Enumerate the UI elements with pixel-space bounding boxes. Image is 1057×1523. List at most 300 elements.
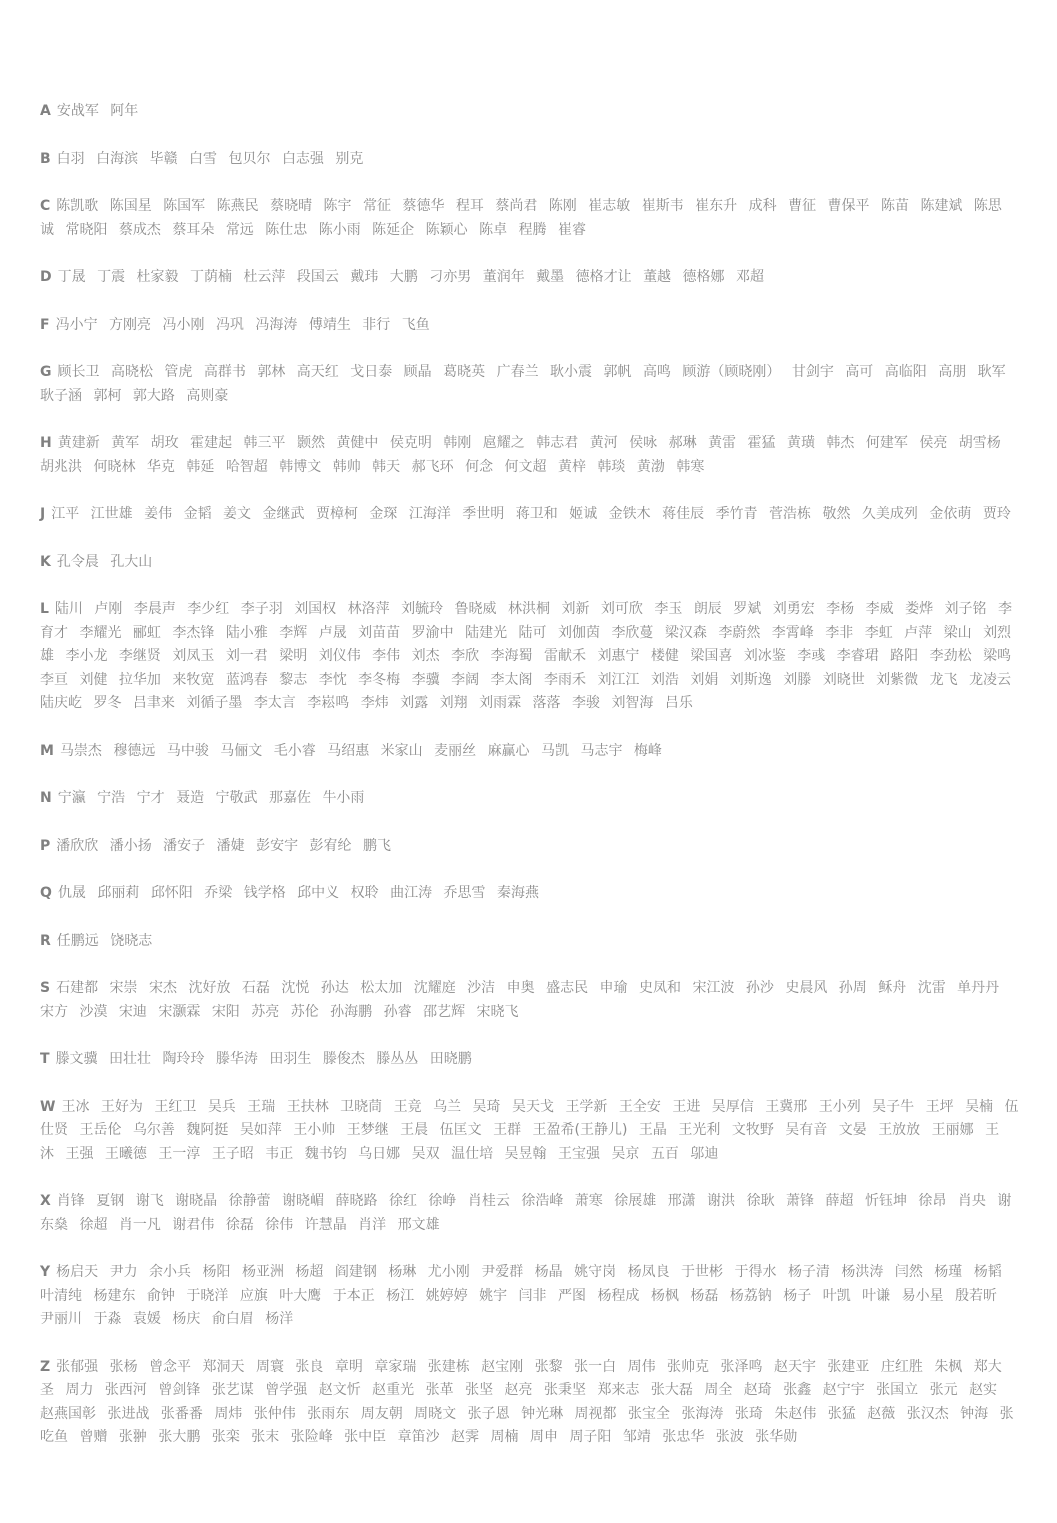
group-letter: R [40,932,51,949]
director-name: 权聆 [350,885,379,901]
director-name: 杨瑾 [934,1264,963,1280]
director-name: 陆川 [54,601,83,617]
group-letter: M [40,742,54,759]
director-name: 李骏 [571,695,600,711]
director-name: 宋杰 [149,980,177,996]
director-name: 顾晶 [403,364,432,380]
director-name: 孙睿 [383,1003,412,1020]
director-name: 曾剑锋 [158,1382,201,1398]
director-name: 李欣蔓 [611,624,654,641]
director-name: 张进战 [107,1405,150,1422]
director-name: 张帅克 [667,1358,710,1375]
director-name: 杨洋 [265,1311,294,1327]
director-name: 马崇杰 [59,742,102,759]
director-name: 朱赵伟 [774,1405,817,1422]
director-name: 落落 [532,695,561,711]
director-name: 王冀邢 [765,1098,808,1115]
director-name: 韩博文 [279,458,322,475]
director-name: 徐超 [79,1216,108,1233]
letter-group-d [40,266,1020,290]
director-name: 叶凯 [822,1287,851,1304]
director-name: 鹏飞 [362,837,391,854]
director-name: 杨江 [386,1287,415,1304]
director-name: 于晓洋 [186,1287,229,1304]
director-name: 刘娟 [690,671,719,688]
director-name: 杨晶 [534,1264,563,1280]
director-name: 江平 [51,506,80,522]
director-name: 戈日泰 [350,364,393,380]
director-name: 雷献禾 [543,648,586,664]
director-name: 郑洞天 [202,1358,245,1375]
director-name: 刘毓玲 [401,601,444,617]
director-name: 单丹丹 [957,980,1000,996]
director-name: 侯咏 [629,435,658,451]
director-name: 鲁晓威 [454,601,497,617]
director-name: 宁瀛 [57,790,86,806]
director-name: 刘循子墨 [186,695,243,711]
director-name: 郭帆 [603,364,632,380]
director-name: 王冰 [61,1098,90,1115]
director-name: 张雨东 [307,1405,350,1422]
director-name: 李杰锋 [172,624,215,641]
director-name: 张海涛 [681,1405,724,1422]
director-name: 姚婷婷 [425,1287,468,1304]
director-name: 忻钰坤 [864,1193,907,1209]
director-name: 何念 [465,458,494,475]
director-name: 潘小扬 [109,837,152,854]
director-name: 王梦继 [346,1122,389,1138]
director-name: 路阳 [890,648,919,664]
director-name: 徐展雄 [614,1193,657,1209]
director-name: 孙海鹏 [330,1003,373,1020]
director-name: 张良 [295,1358,324,1375]
director-name: 卢晟 [318,624,347,641]
director-name: 尹爱群 [481,1264,524,1280]
director-name: 刘江江 [597,671,640,688]
director-name: 李少红 [187,601,230,617]
director-name: 韩志君 [536,435,579,451]
director-name: 陆庆屹 [40,695,82,711]
director-name: 刘杰 [411,648,440,664]
letter-group-c [40,195,1020,242]
director-name: 刘烈雄 [40,624,1012,664]
director-name: 王盈希(王静儿) [532,1122,628,1138]
director-name: 耿小震 [550,364,593,380]
director-name: 刘紫微 [876,671,919,688]
letter-group-r [40,930,1020,954]
director-name: 吴琦 [472,1098,501,1115]
director-name: 苏伦 [290,1003,319,1020]
director-name: 韩杰 [826,435,855,451]
director-name: 赵天宇 [773,1358,816,1375]
director-name: 章笛沙 [397,1429,440,1445]
director-name: 高群书 [203,364,246,380]
director-name: 霍猛 [747,435,776,451]
director-name: 滕华涛 [215,1051,258,1067]
director-name: 马俪文 [220,742,263,759]
director-name: 徐浩峰 [521,1193,564,1209]
director-name: 黄璜 [786,435,815,451]
director-name: 王丽娜 [931,1122,974,1138]
director-name: 王晨 [400,1122,429,1138]
director-name: 阿年 [110,103,139,119]
director-name: 申奥 [506,980,535,996]
director-name: 蒋佳辰 [662,506,705,522]
director-name: 杨庆 [172,1311,201,1327]
director-name: 常远 [225,221,254,238]
director-name: 张杨 [109,1358,138,1375]
letter-group-p [40,835,1020,859]
director-name: 杨子 [783,1287,812,1304]
director-name: 那嘉佐 [268,790,311,806]
director-name: 刘露 [400,695,429,711]
director-name: 谢晓嵋 [282,1193,325,1209]
director-name: 张番番 [160,1405,203,1422]
director-name: 王学新 [565,1098,608,1115]
director-name: 王放放 [878,1122,921,1138]
director-name: 易小星 [901,1287,944,1304]
director-name: 郝琳 [668,435,697,451]
group-letter: Y [40,1264,51,1280]
director-name: 张琦 [734,1405,763,1422]
director-name: 余小兵 [149,1264,192,1280]
director-name: 杜家毅 [136,269,179,285]
director-name: 乔梁 [204,885,233,901]
director-name: 史晨风 [785,980,828,996]
director-name: 丁荫楠 [189,269,232,285]
director-name: 穆德远 [113,742,156,759]
director-name: 宁浩 [97,790,126,806]
director-name: 徐磊 [225,1216,254,1233]
director-name: 潘安子 [163,837,206,854]
director-name: 顾长卫 [57,364,100,380]
director-name: 哈智超 [225,458,268,475]
letter-group-h [40,432,1020,479]
director-name: 萧寒 [574,1193,603,1209]
director-name: 邓超 [735,269,764,285]
director-name: 张黎 [534,1358,563,1375]
director-name: 田羽生 [269,1051,312,1067]
director-name: 马志宇 [580,742,623,759]
director-name: 陈宇 [323,198,352,214]
director-name: 叶清纯 [40,1287,82,1304]
director-name: 拉华加 [118,671,161,688]
director-name: 李小龙 [65,648,108,664]
director-name: 李海蜀 [490,648,533,664]
director-name: 崔志敏 [588,198,631,214]
director-name: 刘凤玉 [172,648,215,664]
director-name: 韩三平 [243,435,286,451]
director-name: 田晓鹏 [429,1051,472,1067]
director-name: 肖一凡 [118,1216,161,1233]
director-name: 章家瑞 [374,1358,417,1375]
director-name: 谢东燊 [40,1193,1012,1233]
director-name: 龙飞 [929,671,958,688]
director-name: 德格才让 [575,269,632,285]
director-name: 蔡尚君 [495,198,538,214]
director-name: 杨子清 [787,1264,830,1280]
director-name: 苏亮 [251,1003,280,1020]
director-name: 黄健中 [336,435,379,451]
director-name: 李杨 [826,601,855,617]
director-name: 李欣 [451,648,480,664]
director-name: 金琛 [369,506,398,522]
director-name: 霍建起 [190,435,233,451]
director-name: 宋灏霖 [158,1003,201,1020]
director-name: 夏钢 [96,1193,125,1209]
director-name: 姬诚 [569,506,598,522]
director-name: 程腾 [518,221,547,238]
director-name: 刘翔 [439,695,468,711]
director-name: 梁明 [279,648,308,664]
director-name: 黄军 [111,435,140,451]
director-name: 刘斯逸 [729,671,772,688]
director-name: 季世明 [462,506,505,522]
director-name: 彭宥纶 [309,837,352,854]
director-name: 韩天 [372,458,401,475]
group-letter: G [40,364,52,380]
director-name: 马中骏 [166,742,209,759]
director-name: 王进 [672,1098,701,1115]
director-name: 史凤和 [638,980,681,996]
director-name: 邢文雄 [397,1216,440,1233]
director-name: 肖锋 [56,1193,85,1209]
director-name: 韩琰 [597,458,626,475]
director-name: 周寰 [255,1358,284,1375]
director-name: 郑大圣 [40,1358,1002,1398]
director-name: 严图 [557,1287,586,1304]
director-name: 宋江波 [692,980,735,996]
director-name: 李太阁 [490,671,533,688]
director-name: 张郁强 [56,1358,99,1375]
director-name: 黄建新 [57,435,100,451]
director-name: 崔东升 [695,198,738,214]
director-index [40,100,1020,1474]
director-name: 曲江涛 [390,885,433,901]
director-name: 李虹 [864,624,893,641]
director-name: 王瑞 [247,1098,276,1115]
director-name: 张元 [929,1382,958,1398]
director-name: 乌尔善 [132,1122,175,1138]
director-name: 李冬梅 [358,671,401,688]
director-name: 贾玲 [982,506,1011,522]
director-name: 龙凌云 [969,671,1012,688]
director-name: 江世雄 [90,506,133,522]
director-name: 张华勋 [755,1429,798,1445]
director-name: 贾樟柯 [315,506,358,522]
director-name: 谢洪 [707,1193,736,1209]
group-letter: Z [40,1358,51,1375]
director-name: 周炜 [214,1405,243,1422]
director-name: 潘婕 [216,837,245,854]
director-name: 周伟 [627,1358,656,1375]
director-name: 陈颖心 [425,221,468,238]
director-name: 丁震 [97,269,126,285]
director-name: 林洪桐 [508,601,550,617]
director-name: 李辉 [279,624,308,641]
director-name: 戴墨 [536,269,565,285]
director-name: 韩寒 [676,458,705,475]
director-name: 蒋卫和 [515,506,558,522]
director-name: 刘冰鉴 [743,648,786,664]
director-name: 张西河 [104,1382,147,1398]
director-name: 赵实 [969,1382,998,1398]
director-name: 顾游（顾晓刚） [682,364,781,380]
director-name: 殷若昕 [955,1287,998,1304]
letter-group-n [40,787,1020,811]
director-name: 沈雷 [917,980,946,996]
director-name: 扈耀之 [482,435,525,451]
director-name: 李炜 [360,695,389,711]
director-name: 刘可欣 [600,601,643,617]
director-name: 敬然 [822,506,851,522]
group-letter: Q [40,885,52,901]
director-name: 胡玫 [150,435,179,451]
director-name: 沈好放 [188,980,231,996]
director-name: 菅浩栋 [769,506,812,522]
letter-group-s [40,977,1020,1024]
director-name: 李阔 [451,671,480,688]
director-name: 张栾 [211,1429,240,1445]
director-name: 赵重光 [372,1382,415,1398]
director-name: 王扶林 [286,1098,329,1115]
director-name: 麻赢心 [487,742,530,759]
director-name: 耿军 [977,364,1006,380]
director-name: 徐峥 [428,1193,457,1209]
director-name: 吴楠 [965,1098,994,1115]
director-name: 徐昂 [918,1193,947,1209]
director-name: 郦虹 [132,624,161,641]
director-name: 李非 [825,624,854,641]
director-name: 杨韬 [973,1264,1002,1280]
director-name: 侯克明 [389,435,432,451]
director-name: 李威 [865,601,894,617]
director-name: 刘勇宏 [772,601,815,617]
director-name: 傅靖生 [308,316,351,333]
director-name: 陆建光 [465,624,508,641]
director-name: 尹力 [109,1264,138,1280]
director-name: 乌日娜 [358,1145,401,1162]
group-letter: F [40,316,50,333]
director-name: 罗渝中 [411,624,454,641]
director-name: 姚宇 [479,1287,508,1304]
director-name: 冯海涛 [255,316,298,333]
director-name: 吴有音 [785,1122,828,1138]
director-name: 叶大鹰 [279,1287,322,1304]
director-name: 李劲松 [929,648,972,664]
director-name: 王小列 [818,1098,861,1115]
director-name: 华克 [146,458,175,475]
director-name: 陈卓 [479,221,508,238]
director-name: 张建亚 [827,1358,870,1375]
director-name: 孙达 [320,980,349,996]
director-name: 邱中义 [297,885,340,901]
group-letter: X [40,1193,51,1209]
director-name: 别克 [335,150,364,167]
letter-group-q [40,882,1020,906]
director-name: 伍仕贤 [40,1098,1019,1138]
director-name: 赵琦 [743,1382,772,1398]
director-name: 秦海燕 [496,885,539,901]
director-name: 仇晟 [57,885,86,901]
director-name: 葛晓英 [443,364,486,380]
director-name: 闫非 [518,1287,547,1304]
director-name: 应旗 [239,1287,268,1304]
director-name: 郭柯 [93,387,122,404]
letter-group-k [40,551,1020,575]
director-name: 王沐 [40,1122,1000,1162]
director-name: 陈国星 [109,198,152,214]
director-name: 滕俊杰 [322,1051,365,1067]
director-name: 吴双 [411,1145,440,1162]
letter-group-j [40,503,1020,527]
director-name: 陈延企 [372,221,415,238]
director-name: 蓝鸿春 [225,671,268,688]
director-name: 米家山 [380,742,423,759]
director-name: 高天红 [296,364,339,380]
director-name: 张大鹏 [158,1429,201,1445]
director-name: 沙洁 [467,980,496,996]
group-letter: T [40,1051,50,1067]
director-name: 薛超 [825,1193,854,1209]
director-name: 宋崇 [109,980,138,996]
director-name: 周友朝 [360,1405,403,1422]
director-name: 王光利 [678,1122,721,1138]
director-name: 杨阳 [202,1264,231,1280]
director-name: 杨启天 [56,1264,99,1280]
director-name: 楼健 [650,648,679,664]
director-name: 梁国喜 [690,648,733,664]
director-name: 高则豪 [186,387,229,404]
director-name: 张险峰 [290,1429,333,1445]
director-name: 赵亮 [504,1382,533,1398]
director-name: 孔大山 [110,553,153,570]
director-name: 何文超 [504,458,547,475]
director-name: 叶谦 [862,1287,891,1304]
director-name: 宋迪 [118,1003,147,1020]
director-name: 刘伽茵 [557,624,600,641]
director-name: 朱枫 [934,1358,963,1375]
director-name: 任鹏远 [56,932,99,949]
director-name: 段国云 [296,269,339,285]
director-name: 黎志 [279,671,308,688]
director-name: 陆可 [518,624,547,641]
director-name: 温仕培 [451,1145,494,1162]
director-name: 陈仕忠 [265,221,308,238]
group-letter: W [40,1098,56,1115]
director-name: 卢萍 [904,624,933,641]
director-name: 吴昱翰 [504,1145,547,1162]
director-name: 吕乐 [664,695,693,711]
director-name: 于本正 [332,1287,375,1304]
director-name: 李睿珺 [836,648,879,664]
director-name: 李霄峰 [771,624,814,641]
group-letter: J [40,506,46,522]
director-name: 沈悦 [281,980,310,996]
director-name: 季竹青 [715,506,758,522]
director-name: 邵艺辉 [423,1003,466,1020]
director-name: 毛小睿 [273,742,316,759]
director-name: 钱学格 [243,885,286,901]
group-letter: K [40,553,51,570]
director-name: 罗冬 [93,695,122,711]
director-name: 王晶 [638,1122,667,1138]
director-name: 冯小刚 [162,316,205,333]
director-name: 杨超 [295,1264,324,1280]
director-name: 韩帅 [332,458,361,475]
director-name: 来牧宽 [172,671,215,688]
director-name: 杜云萍 [243,269,286,285]
